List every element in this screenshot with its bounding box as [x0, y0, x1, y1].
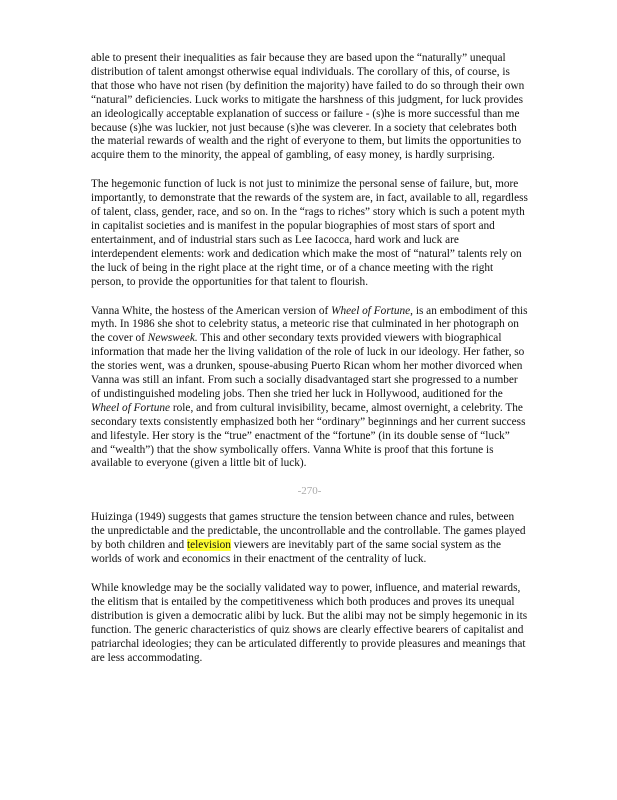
paragraph-huizinga	[91, 511, 528, 567]
paragraph-vanna-white	[91, 305, 528, 472]
italic-show-title: Wheel of Fortune	[91, 401, 171, 414]
document-page	[91, 52, 528, 680]
italic-show-title: Wheel of Fortune	[331, 304, 411, 317]
page-number: -270-	[297, 485, 322, 498]
text-run: This and other secondary texts provided viewers with biographical information that made her the living validation of the role of luck in our ideology. Her father, so the stories went, was a drunken, spouse-abusing Puerto Rican whom her mother divorced when Vanna was still an infant. From such a socially disadvantaged start she progressed to a number of undistinguished modeling jobs. Then she tried her luck in Hollywood, auditioned for the	[91, 332, 525, 400]
text-run: Vanna White, the hostess of the American version of	[91, 304, 332, 317]
paragraph-luck-ideology: able to present their inequalities as fair because they are based upon the “naturally” unequal distribution of talent amongst otherwise equal individuals. The corollary of this, of course, is that those who have not risen (by definition the majority) have failed to do so through their own “natural” deficiencies. Luck works to mitigate the harshness of this judgment, for luck provides an ideologically acceptable explanation of success or failure - (s)he is more successful than me because (s)he was luckier, not just because (s)he was cleverer. In a society that celebrates both the material rewards of wealth and the right of everyone to them, but limits the opportunities to acquire them to the minority, the appeal of gambling, of easy money, is hardly surprising.	[91, 52, 525, 162]
text-run: Huizinga (1949) suggests that games structure the tension between chance and rules, between the unpredictable and the predictable, the uncontrollable and the controllable. The games played by both children and	[91, 511, 526, 552]
italic-magazine-title: Newsweek.	[147, 332, 198, 345]
paragraph-knowledge-power: While knowledge may be the socially validated way to power, influence, and material rewards, the elitism that is entailed by the competitiveness which both produces and proves its unequal distribution is given a democratic alibi by luck. But the alibi may not be simply hegemonic in its function. The generic characteristics of quiz shows are clearly effective bearers of capitalist and patriarchal ideologies; they can be articulated differently to provide pleasures and meanings that are less accommodating.	[91, 582, 528, 664]
text-run: viewers are inevitably part of the same social system as the worlds of work and economics in their enactment of the centrality of luck.	[91, 539, 502, 566]
text-run: , is an embodiment of this myth. In 1986 she shot to celebrity status, a meteoric rise that culminated in her photograph on the cover of	[91, 304, 528, 345]
highlighted-search-term: television	[187, 539, 231, 552]
paragraph-hegemonic-function: The hegemonic function of luck is not just to minimize the personal sense of failure, but, more importantly, to demonstrate that the rewards of the system are, in fact, available to all, regardless of talent, class, gender, race, and so on. In the “rags to riches” story which is such a potent myth in capitalist societies and is manifest in the popular biographies of most stars of sport and entertainment, and of industrial stars such as Lee Iacocca, hard work and luck are interdependent elements: work and dedication which make the most of “natural” talents rely on the luck of being in the right place at the right time, or of a chance meeting with the right person, to provide the opportunities for that talent to flourish.	[91, 178, 528, 288]
text-run: role, and from cultural invisibility, became, almost overnight, a celebrity. The secondary texts consistently emphasized both her “ordinary” beginnings and her current success and lifestyle. Her story is the “true” enactment of the “fortune” (in its double sense of “luck” and “wealth”) that the show symbolically offers. Vanna White is proof that this fortune is available to everyone (given a little bit of luck).	[91, 401, 526, 470]
